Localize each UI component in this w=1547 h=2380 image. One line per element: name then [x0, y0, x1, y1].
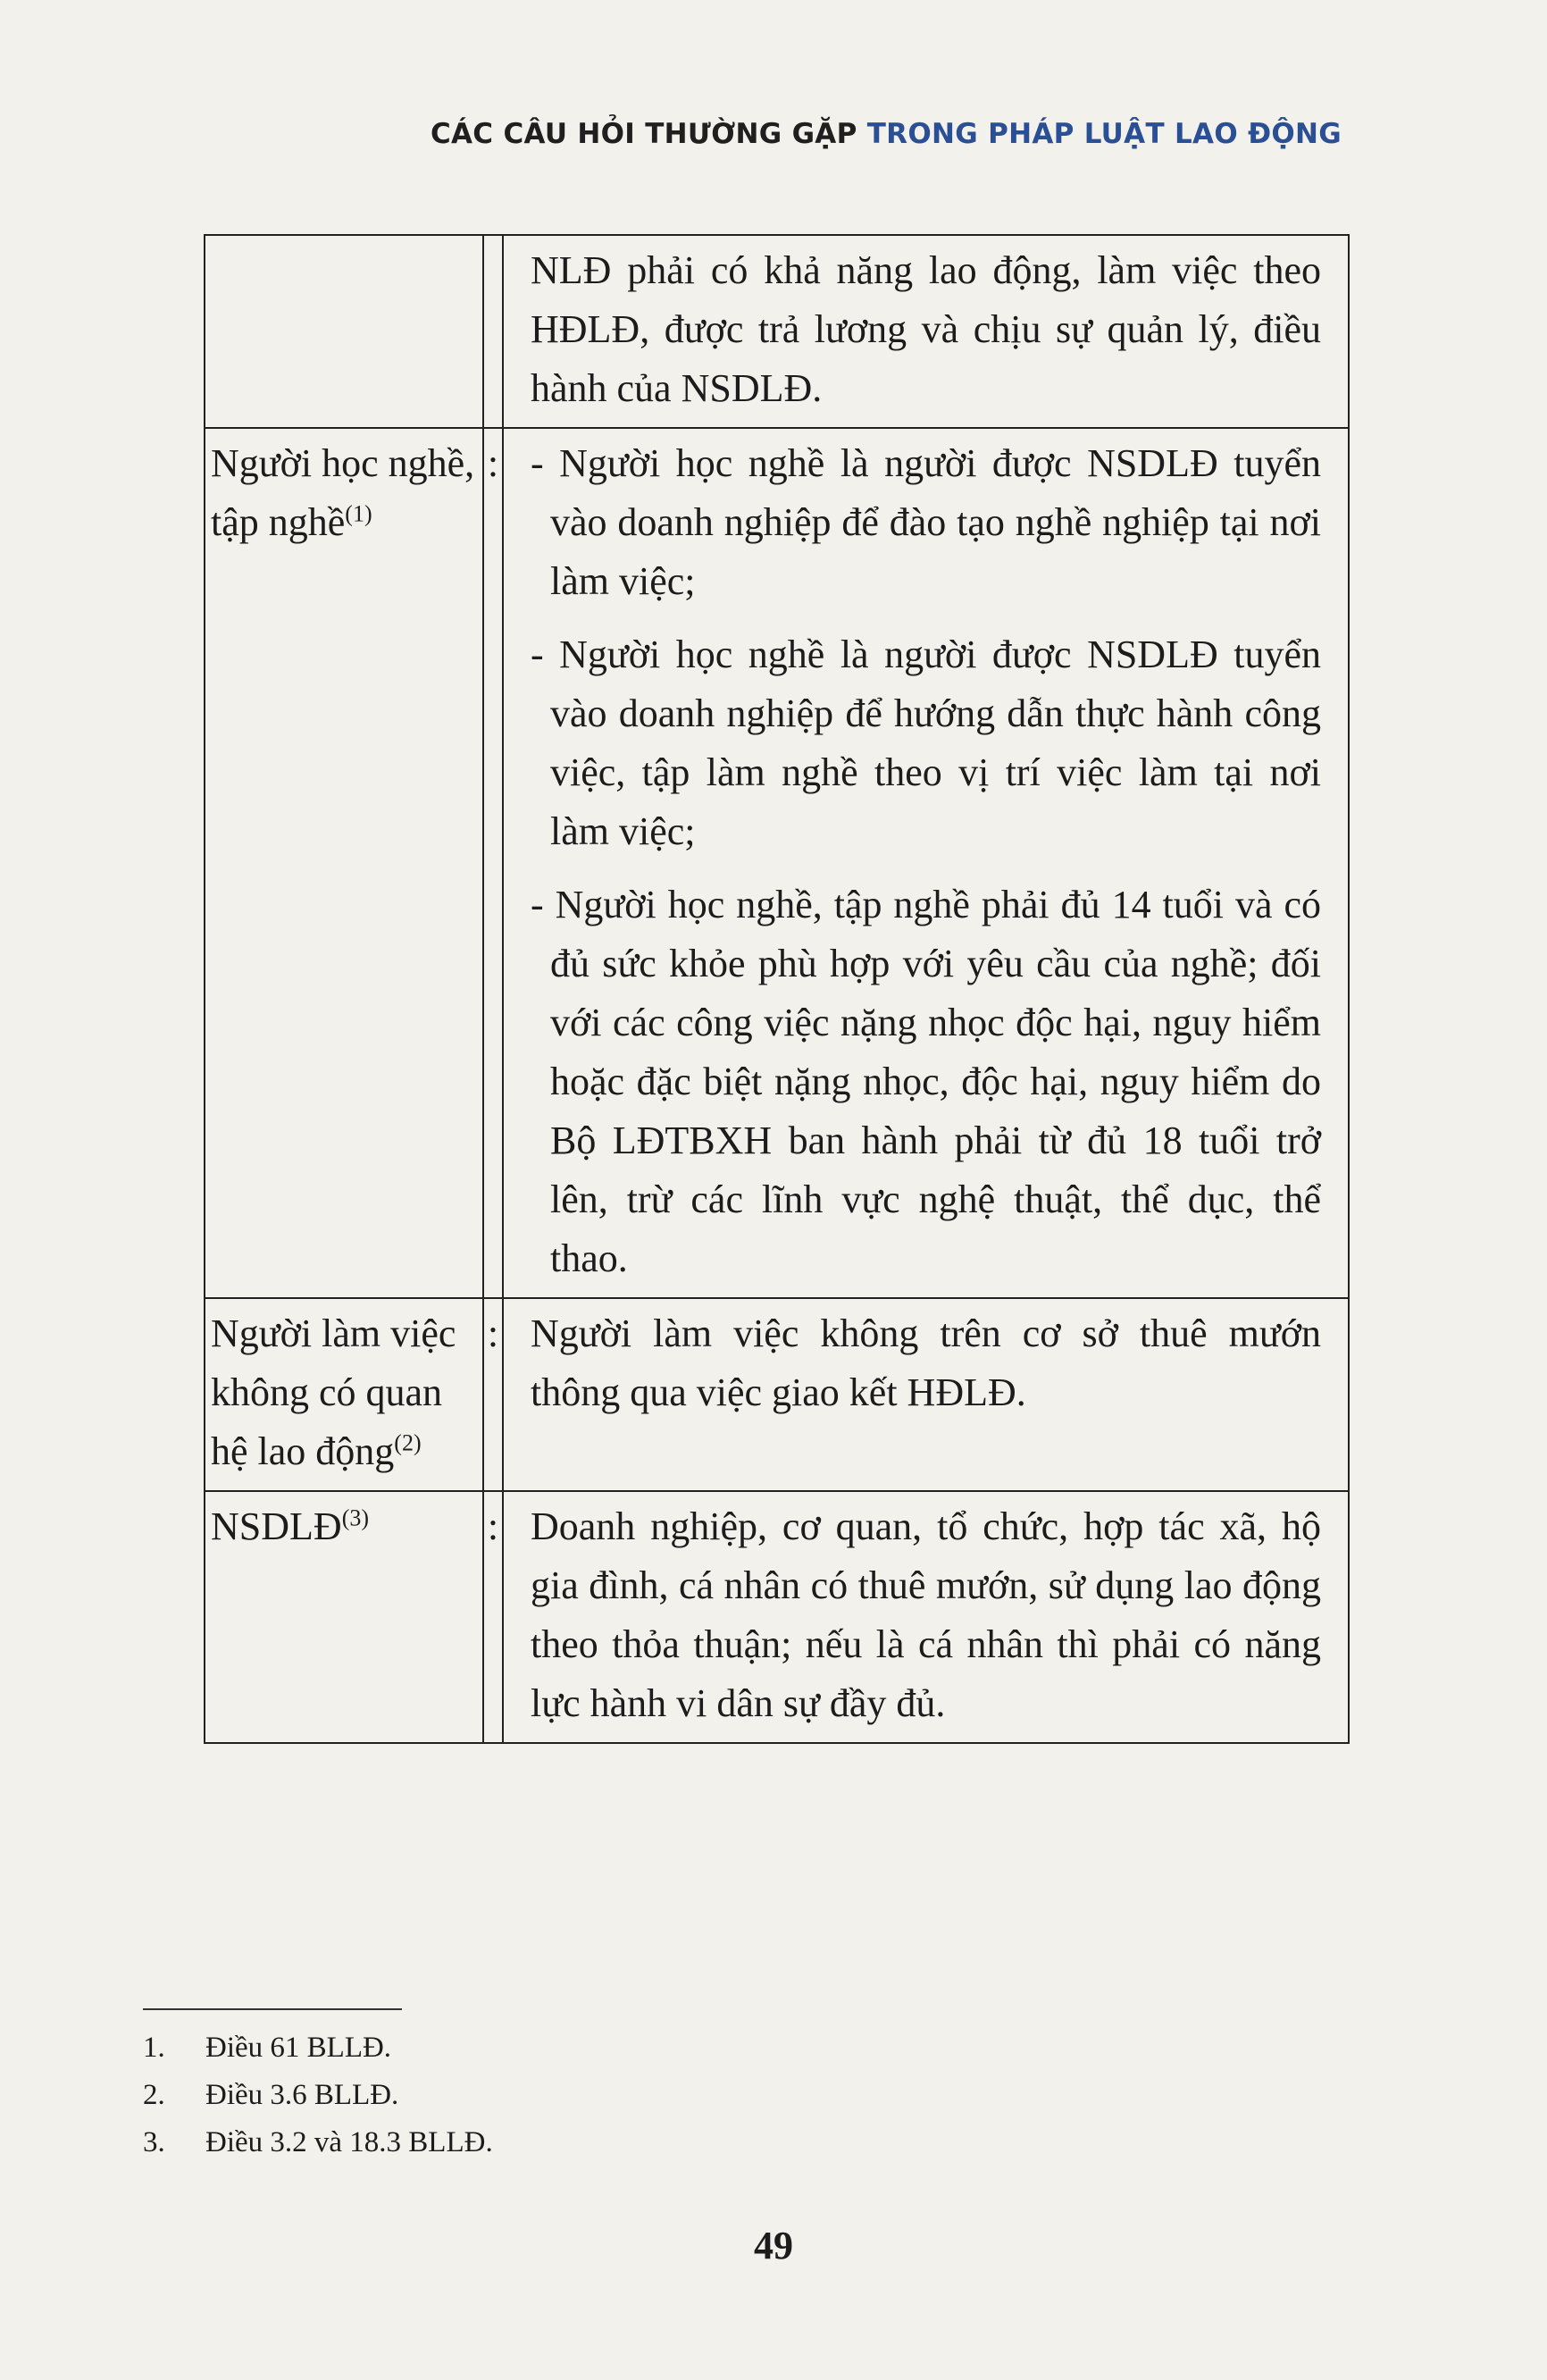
- footnote-number: 3.: [143, 2126, 165, 2158]
- table-row: [205, 428, 1349, 1298]
- term-text: NSDLĐ: [211, 1504, 342, 1548]
- term-text: Người học nghề, tập nghề: [211, 441, 475, 544]
- term-text: Người làm việc không có quan hệ lao động: [211, 1312, 456, 1473]
- definition-bullet: - Người học nghề là người được NSDLĐ tuyển vào doanh nghiệp để hướng dẫn thực hành công việc, tập làm nghề theo vị trí việc làm tại nơi làm việc;: [531, 633, 1321, 853]
- definition-text: NLĐ phải có khả năng lao động, làm việc theo HĐLĐ, được trả lương và chịu sự quản lý, điều hành của NSDLĐ.: [531, 248, 1321, 410]
- definition-cell: [503, 1298, 1349, 1491]
- footnote-number: 2.: [143, 2079, 165, 2111]
- footnote-item: [143, 2024, 493, 2072]
- table-row: [205, 1298, 1349, 1491]
- term-cell: [205, 1298, 483, 1491]
- definition-bullet: - Người học nghề là người được NSDLĐ tuyển vào doanh nghiệp để đào tạo nghề nghiệp tại nơi làm việc;: [531, 441, 1321, 603]
- footnotes: [143, 2024, 493, 2166]
- running-header: [431, 118, 1342, 150]
- term-cell: [205, 428, 483, 1298]
- footnote-text: Điều 61 BLLĐ.: [205, 2032, 392, 2064]
- definition-text: Doanh nghiệp, cơ quan, tổ chức, hợp tác xã, hộ gia đình, cá nhân có thuê mướn, sử dụng lao động theo thỏa thuận; nếu là cá nhân thì phải có năng lực hành vi dân sự đầy đủ.: [531, 1504, 1321, 1725]
- footnote-text: Điều 3.6 BLLĐ.: [205, 2079, 399, 2111]
- term-cell: [205, 235, 483, 428]
- definition-cell: [503, 1491, 1349, 1743]
- term-cell: [205, 1491, 483, 1743]
- footnote-item: [143, 2119, 493, 2166]
- definition-bullet: - Người học nghề, tập nghề phải đủ 14 tuổi và có đủ sức khỏe phù hợp với yêu cầu của nghề; đối với các công việc nặng nhọc độc hại, nguy hiểm hoặc đặc biệt nặng nhọc, độc hại, nguy hiểm do Bộ LĐTBXH ban hành phải từ đủ 18 tuổi trở lên, trừ các lĩnh vực nghệ thuật, thể dục, thể thao.: [531, 883, 1321, 1280]
- header-title-part2: TRONG PHÁP LUẬT LAO ĐỘNG: [866, 118, 1342, 150]
- table-row: [205, 235, 1349, 428]
- colon-cell: :: [483, 1298, 503, 1491]
- footnote-divider: [143, 2008, 402, 2010]
- footnote-ref: (3): [341, 1504, 370, 1531]
- footnote-ref: (1): [345, 500, 372, 527]
- footnote-ref: (2): [394, 1429, 422, 1456]
- definition-text: Người làm việc không trên cơ sở thuê mướn thông qua việc giao kết HĐLĐ.: [531, 1312, 1321, 1414]
- definition-cell: [503, 235, 1349, 428]
- footnote-text: Điều 3.2 và 18.3 BLLĐ.: [205, 2126, 493, 2158]
- definitions-table: [204, 234, 1350, 1744]
- colon-cell: :: [483, 428, 503, 1298]
- footnote-number: 1.: [143, 2032, 165, 2064]
- header-title-part1: CÁC CÂU HỎI THƯỜNG GẶP: [430, 118, 867, 150]
- table-row: [205, 1491, 1349, 1743]
- page-number: 49: [754, 2224, 793, 2267]
- colon-cell: :: [483, 1491, 503, 1743]
- definition-cell: [503, 428, 1349, 1298]
- footnote-item: [143, 2072, 493, 2119]
- colon-cell: [483, 235, 503, 428]
